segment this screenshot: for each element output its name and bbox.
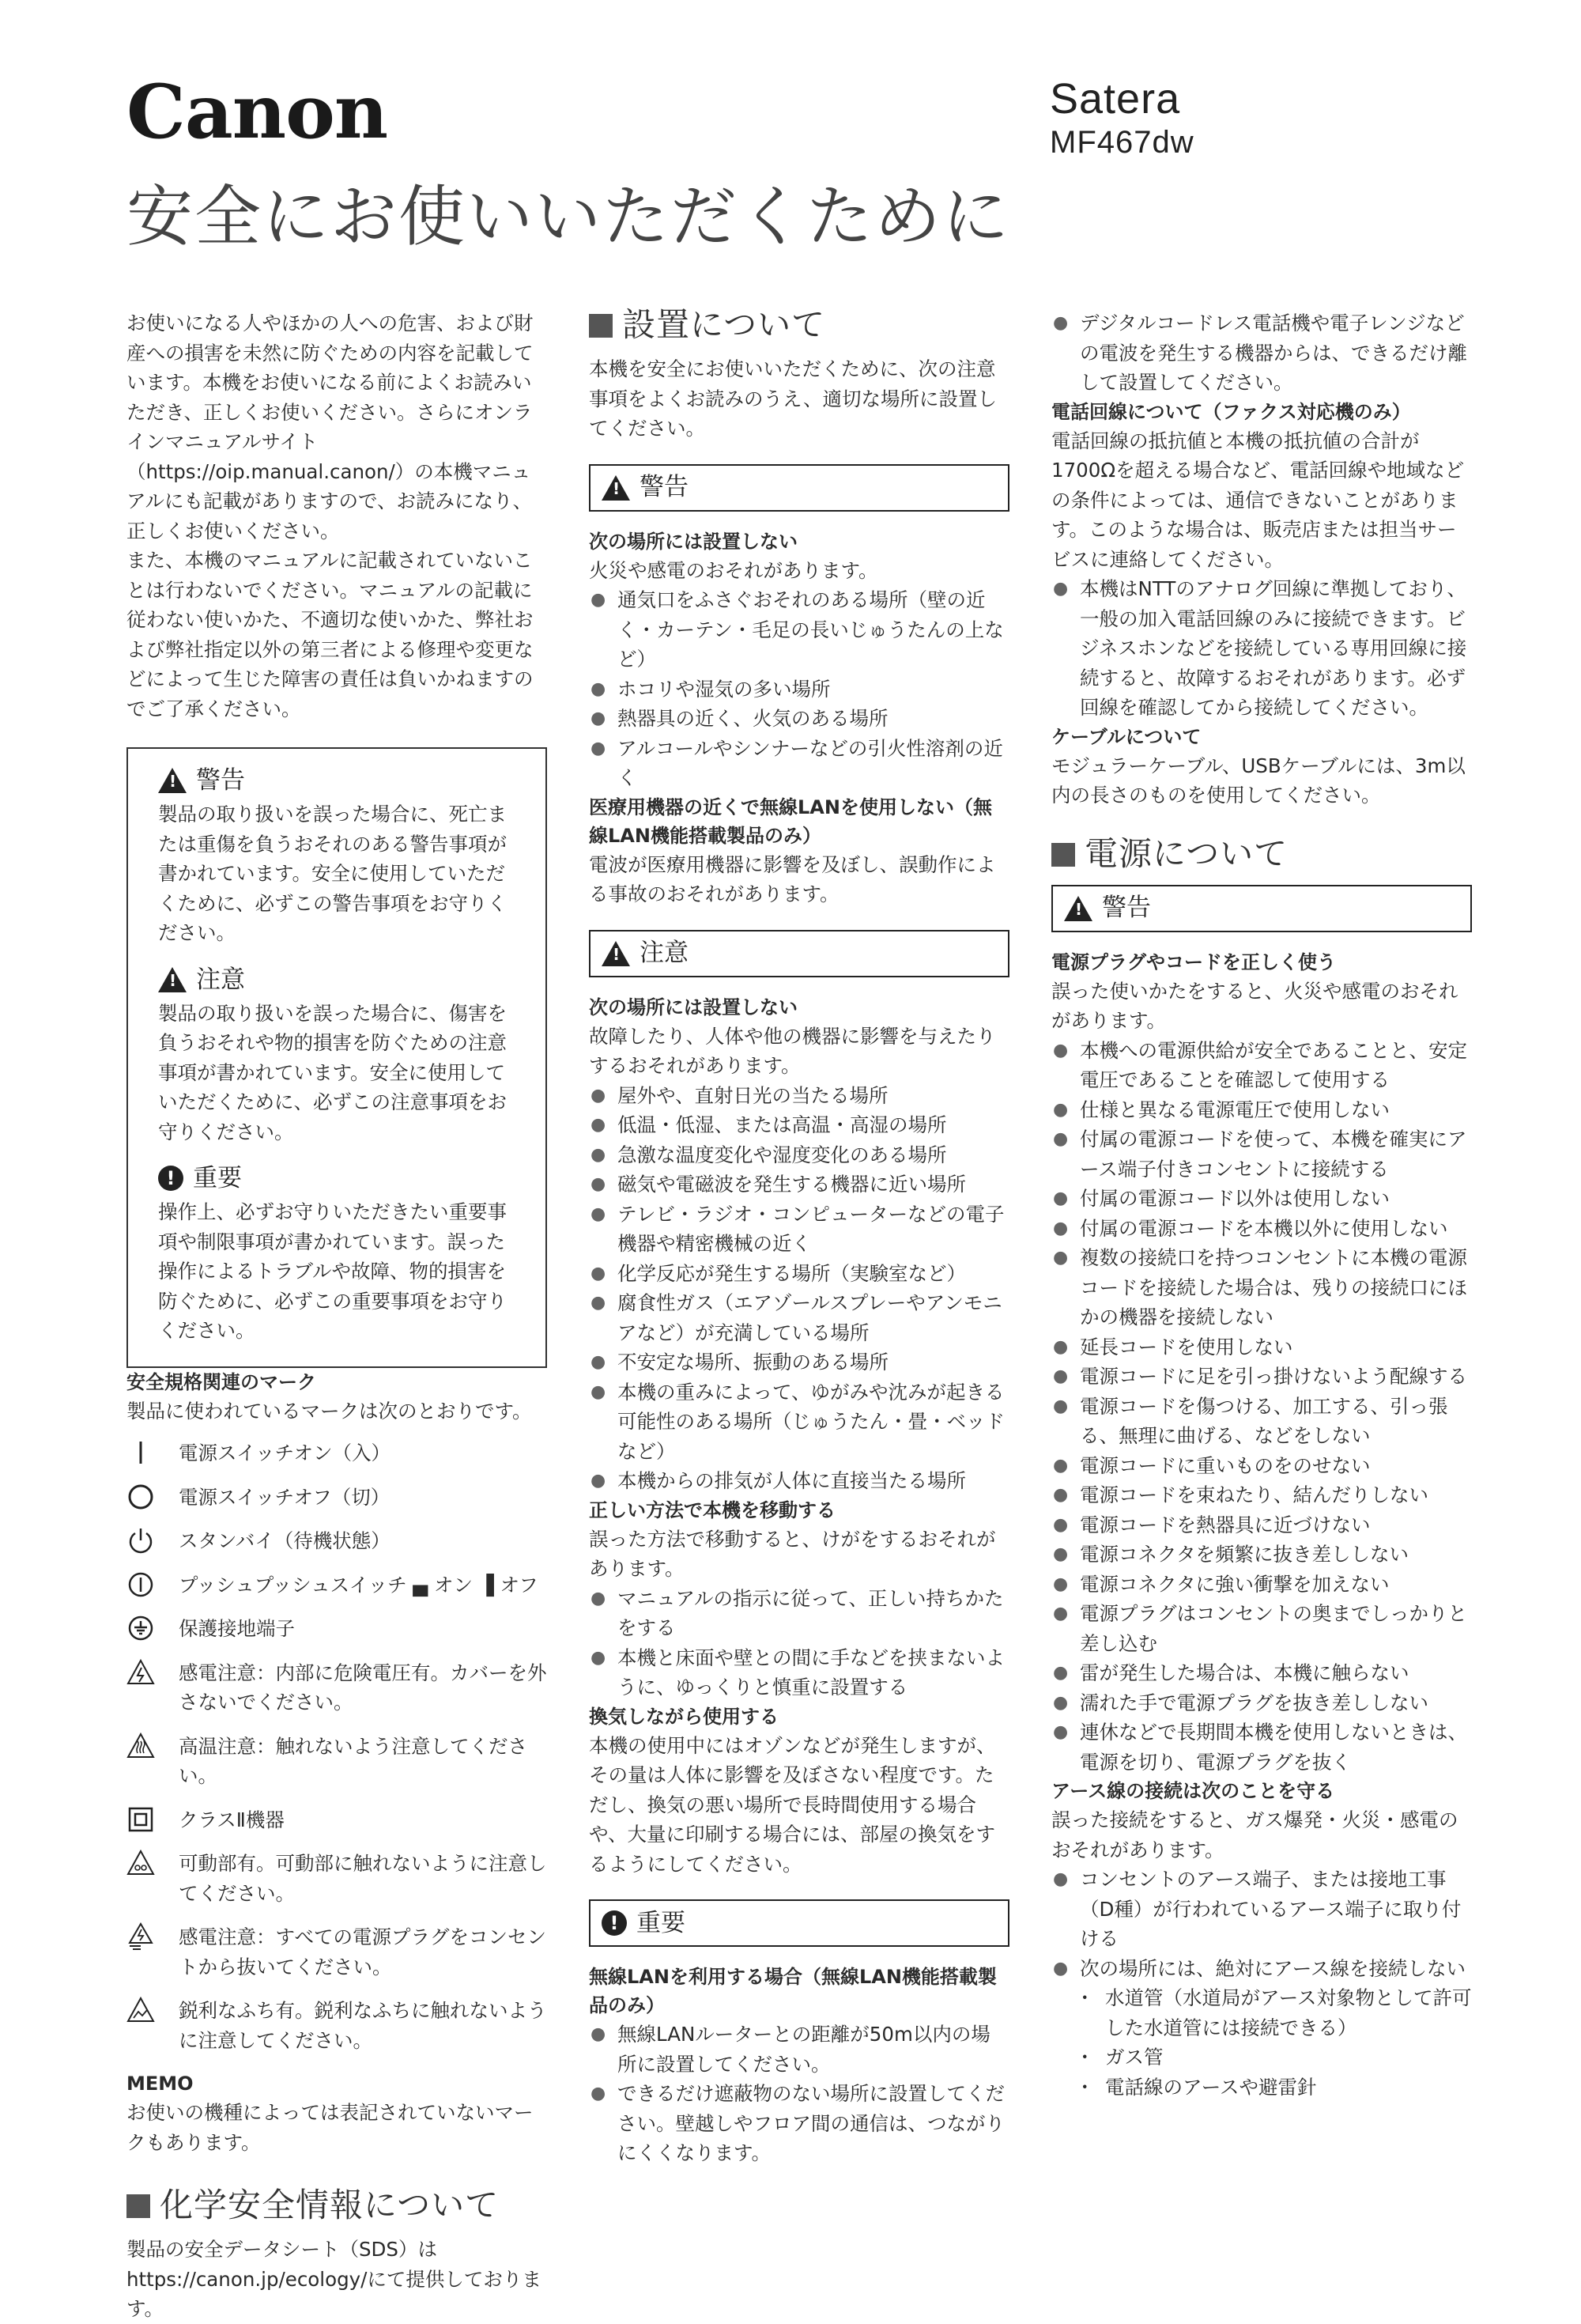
- memo-text: お使いの機種によっては表記されていないマークもあります。: [126, 2101, 534, 2154]
- mark-row: [126, 1570, 547, 1600]
- important-icon: !: [158, 1166, 183, 1191]
- cable-heading: ケーブルについて: [1051, 725, 1202, 748]
- mark-label: 電源スイッチオン（入）: [179, 1442, 391, 1464]
- symbol-legend-box: [126, 747, 547, 1368]
- mark-row: [126, 1483, 547, 1513]
- warning-2-heading: 医療用機器の近くで無線LANを使用しない（無線LAN機能搭載製品のみ）: [589, 795, 992, 847]
- list-item: ● 急激な温度変化や湿度変化のある場所: [589, 1140, 1009, 1170]
- list-item: ● 本機からの排気が人体に直接当たる場所: [589, 1466, 1009, 1496]
- caution-2-text: 誤った方法で移動すると、けがをするおそれがあります。: [589, 1527, 996, 1581]
- telephone-line-text: 電話回線の抵抗値と本機の抵抗値の合計が1700Ωを超える場合など、電話回線や地域などの条件によっては、通信できないことがあります。このような場合は、販売店または担当サービスに連絡してください。: [1051, 429, 1465, 571]
- legend-important-label: 重要: [193, 1164, 242, 1192]
- mark-row: [126, 1805, 547, 1835]
- intro-paragraph-1: お使いになる人やほかの人への危害、および財産への損害を未然に防ぐための内容を記載しています。本機をお使いになる前によくお読みいただき、正しくお使いください。さらにオンラインマニュアルサイト（https://oip.manual.canon/）の本機マニュアルにも記載がありますので、お読みになり、正しくお使いください。: [126, 312, 534, 542]
- important-icon: !: [602, 1910, 627, 1936]
- electric-shock-icon: [126, 1658, 163, 1687]
- sharp-edge-icon: [126, 1996, 163, 2024]
- warning-banner-label: 警告: [1102, 894, 1151, 923]
- mark-label: 可動部有。可動部に触れないように注意してください。: [179, 1852, 547, 1905]
- power-1-text: 誤った使いかたをすると、火災や感電のおそれがあります。: [1051, 979, 1458, 1033]
- power-title: 電源について: [1085, 833, 1289, 873]
- list-item: ● 無線LANルーターとの距離が50m以内の場所に設置してください。: [589, 2020, 1009, 2079]
- column-3: [1051, 308, 1472, 2102]
- list-item: ● 雷が発生した場合は、本機に触らない: [1051, 1658, 1472, 1688]
- list-item: ● 本機と床面や壁との間に手などを挟まないように、ゆっくりと慎重に設置する: [589, 1643, 1009, 1702]
- list-item: ● コンセントのアース端子、または接地工事（D種）が行われているアース端子に取り付ける: [1051, 1865, 1472, 1954]
- warning-icon: [158, 768, 187, 793]
- list-item: ● 本機への電源供給が安全であることと、安定電圧であることを確認して使用する: [1051, 1036, 1472, 1095]
- warning-icon: [1064, 896, 1092, 921]
- list-item: ● 腐食性ガス（エアゾールスプレーやアンモニアなど）が充満している場所: [589, 1288, 1009, 1347]
- marks-intro: 製品に使われているマークは次のとおりです。: [126, 1399, 532, 1423]
- mark-label: 感電注意：すべての電源プラグをコンセントから抜いてください。: [179, 1925, 547, 1978]
- list-item: ● 電源コネクタに強い衝撃を加えない: [1051, 1570, 1472, 1600]
- memo-heading: MEMO: [126, 2073, 194, 2095]
- list-item: ● 電源コードを傷つける、加工する、引っ張る、無理に曲げる、などをしない: [1051, 1392, 1472, 1451]
- cable-text: モジュラーケーブル、USBケーブルには、3m以内の長さのものを使用してください。: [1051, 754, 1466, 807]
- square-bullet-icon: [589, 314, 613, 338]
- list-item: ● マニュアルの指示に従って、正しい持ちかたをする: [589, 1584, 1009, 1643]
- model-name: MF467dw: [1050, 125, 1194, 160]
- mark-label: クラスⅡ機器: [179, 1808, 285, 1831]
- list-item: ● テレビ・ラジオ・コンピューターなどの電子機器や精密機械の近く: [589, 1200, 1009, 1259]
- page-title: 安全にお使いいただくために: [126, 178, 1011, 255]
- sub-list-item: ・ 水道管（水道局がアース対象物として許可した水道管には接続できる）: [1051, 1983, 1472, 2042]
- mark-row: [126, 1849, 547, 1908]
- list-item: ● 本機はNTTのアナログ回線に準拠しており、一般の加入電話回線のみに接続できます。ビジネスホンなどを接続している専用回線に接続すると、故障するおそれがあります。必ず回線を確認してから接続してください。: [1051, 574, 1472, 723]
- list-item: ● 付属の電源コードを使って、本機を確実にアース端子付きコンセントに接続する: [1051, 1124, 1472, 1184]
- standby-icon: [126, 1526, 163, 1555]
- brand-name: Satera: [1050, 75, 1181, 123]
- list-item: ● 延長コードを使用しない: [1051, 1332, 1472, 1362]
- list-item: ● 熱器具の近く、火気のある場所: [589, 704, 1009, 734]
- mark-row: [126, 1614, 547, 1644]
- protective-earth-icon: [126, 1614, 163, 1642]
- caution-2-heading: 正しい方法で本機を移動する: [589, 1498, 836, 1521]
- list-item: ● 磁気や電磁波を発生する機器に近い場所: [589, 1170, 1009, 1200]
- caution-3-text: 本機の使用中にはオゾンなどが発生しますが、その量は人体に影響を及ぼさない程度です。ただし、換気の悪い場所で長時間使用する場合や、大量に印刷する場合には、部屋の換気をするようにしてください。: [589, 1733, 996, 1876]
- power-heading: [1051, 834, 1472, 874]
- list-item: ● 仕様と異なる電源電圧で使用しない: [1051, 1095, 1472, 1125]
- warning-banner-label: 警告: [640, 473, 689, 502]
- caution-icon: [158, 967, 187, 992]
- class-2-icon: [126, 1805, 163, 1834]
- power-off-icon: [126, 1483, 163, 1511]
- unplug-icon: [126, 1922, 163, 1951]
- list-item: ● 濡れた手で電源プラグを抜き差ししない: [1051, 1688, 1472, 1718]
- legend-caution-text: 製品の取り扱いを誤った場合に、傷害を負うおそれや物的損害を防ぐための注意事項が書かれています。安全に使用していただくために、必ずこの注意事項をお守りください。: [158, 1001, 507, 1143]
- mark-label: 鋭利なふち有。鋭利なふちに触れないように注意してください。: [179, 1999, 547, 2052]
- list-item: ● 複数の接続口を持つコンセントに本機の電源コードを接続した場合は、残りの接続口にほかの機器を接続しない: [1051, 1243, 1472, 1332]
- marks-heading: 安全規格関連のマーク: [126, 1370, 316, 1393]
- list-item: ● デジタルコードレス電話機や電子レンジなどの電波を発生する機器からは、できるだけ離して設置してください。: [1051, 308, 1472, 398]
- intro-paragraph-2: また、本機のマニュアルに記載されていないことは行わないでください。マニュアルの記載に従わない使いかた、不適切な使いかた、弊社および弊社指定以外の第三者による修理や変更などによって生じた障害の責任は負いかねますのでご了承ください。: [126, 549, 534, 720]
- hot-surface-icon: [126, 1732, 163, 1760]
- caution-icon: [602, 941, 630, 966]
- canon-logo: Canon: [126, 69, 388, 156]
- warning-icon: [602, 475, 630, 501]
- mark-label: 感電注意：内部に危険電圧有。カバーを外さないでください。: [179, 1661, 547, 1714]
- legend-warning-label: 警告: [196, 766, 245, 795]
- legend-important: [158, 1161, 515, 1346]
- list-item: ● 付属の電源コード以外は使用しない: [1051, 1184, 1472, 1214]
- chemical-safety-text: 製品の安全データシート（SDS）はhttps://canon.jp/ecology/にて提供しております。: [126, 2238, 541, 2321]
- warning-1-heading: 次の場所には設置しない: [589, 530, 798, 553]
- caution-banner: [589, 930, 1009, 977]
- list-item: ● 低温・低湿、または高温・高湿の場所: [589, 1110, 1009, 1140]
- list-item: ● できるだけ遮蔽物のない場所に設置してください。壁越しやフロア間の通信は、つながりにくくなります。: [589, 2079, 1009, 2168]
- chemical-safety-heading: [126, 2186, 547, 2225]
- mark-row: [126, 1996, 547, 2055]
- mark-row: [126, 1732, 547, 1791]
- list-item: ● アルコールやシンナーなどの引火性溶剤の近く: [589, 734, 1009, 793]
- list-item: ● 不安定な場所、振動のある場所: [589, 1347, 1009, 1377]
- list-item: ● 次の場所には、絶対にアース線を接続しない: [1051, 1954, 1472, 1984]
- warning-banner: [1051, 885, 1472, 932]
- list-item: ● 電源コネクタを頻繁に抜き差ししない: [1051, 1540, 1472, 1570]
- mark-row: [126, 1438, 547, 1468]
- legend-warning: [158, 763, 515, 948]
- list-item: ● 連休などで長期間本機を使用しないときは、電源を切り、電源プラグを抜く: [1051, 1717, 1472, 1777]
- list-item: ● 通気口をふさぐおそれのある場所（壁の近く・カーテン・毛足の長いじゅうたんの上など）: [589, 585, 1009, 675]
- important-1-heading: 無線LANを利用する場合（無線LAN機能搭載製品のみ）: [589, 1966, 997, 2017]
- installation-title: 設置について: [622, 305, 826, 344]
- warning-2-text: 電波が医療用機器に影響を及ぼし、誤動作による事故のおそれがあります。: [589, 852, 996, 906]
- square-bullet-icon: [126, 2194, 150, 2218]
- mark-label: 高温注意：触れないよう注意してください。: [179, 1734, 527, 1787]
- moving-parts-icon: [126, 1849, 163, 1877]
- column-1: [126, 308, 547, 2324]
- caution-1-text: 故障したり、人体や他の機器に影響を与えたりするおそれがあります。: [589, 1024, 996, 1078]
- legend-warning-text: 製品の取り扱いを誤った場合に、死亡または重傷を負うおそれのある警告事項が書かれています。安全に使用していただくために、必ずこの警告事項をお守りください。: [158, 803, 507, 944]
- mark-row: [126, 1526, 547, 1556]
- square-bullet-icon: [1051, 843, 1075, 867]
- mark-label: スタンバイ（待機状態）: [179, 1529, 391, 1552]
- sub-list-item: ・ ガス管: [1051, 2042, 1472, 2073]
- list-item: ● 電源コードを束ねたり、結んだりしない: [1051, 1480, 1472, 1510]
- list-item: ● 電源プラグはコンセントの奥までしっかりと差し込む: [1051, 1599, 1472, 1658]
- installation-heading: [589, 305, 1009, 345]
- chemical-safety-title: 化学安全情報について: [160, 2186, 500, 2224]
- warning-1-text: 火災や感電のおそれがあります。: [589, 558, 878, 582]
- list-item: ● ホコリや湿気の多い場所: [589, 675, 1009, 705]
- warning-banner: [589, 464, 1009, 512]
- list-item: ● 電源コードに足を引っ掛けないよう配線する: [1051, 1362, 1472, 1392]
- legend-caution-label: 注意: [196, 965, 245, 994]
- mark-row: [126, 1658, 547, 1717]
- power-2-text: 誤った接続をすると、ガス爆発・火災・感電のおそれがあります。: [1051, 1808, 1458, 1861]
- installation-intro: 本機を安全にお使いいただくために、次の注意事項をよくお読みのうえ、適切な場所に設置してください。: [589, 357, 997, 440]
- important-banner-label: 重要: [636, 1908, 685, 1937]
- power-2-heading: アース線の接続は次のことを守る: [1051, 1780, 1335, 1803]
- caution-3-heading: 換気しながら使用する: [589, 1705, 779, 1728]
- list-item: ● 電源コードを熱器具に近づけない: [1051, 1510, 1472, 1540]
- power-1-heading: 電源プラグやコードを正しく使う: [1051, 950, 1336, 973]
- mark-label: 保護接地端子: [179, 1617, 295, 1640]
- mark-label: 電源スイッチオフ（切）: [179, 1485, 391, 1509]
- list-item: ● 化学反応が発生する場所（実験室など）: [589, 1259, 1009, 1289]
- important-banner: [589, 1899, 1009, 1947]
- legend-caution: [158, 962, 515, 1147]
- list-item: ● 屋外や、直射日光の当たる場所: [589, 1081, 1009, 1111]
- list-item: ● 本機の重みによって、ゆがみや沈みが起きる可能性のある場所（じゅうたん・畳・ベッドなど）: [589, 1377, 1009, 1467]
- mark-label: プッシュプッシュスイッチ ▄ オン ▐ オフ: [179, 1573, 538, 1597]
- column-2: [589, 305, 1009, 2168]
- push-push-switch-icon: [126, 1570, 163, 1599]
- telephone-line-heading: 電話回線について（ファクス対応機のみ）: [1051, 400, 1411, 423]
- list-item: ● 付属の電源コードを本機以外に使用しない: [1051, 1214, 1472, 1244]
- mark-row: [126, 1922, 547, 1982]
- legend-important-text: 操作上、必ずお守りいただきたい重要事項や制限事項が書かれています。誤った操作によるトラブルや故障、物的損害を防ぐために、必ずこの重要事項をお守りください。: [158, 1200, 507, 1342]
- list-item: ● 電源コードに重いものをのせない: [1051, 1451, 1472, 1481]
- sub-list-item: ・ 電話線のアースや避雷針: [1051, 2073, 1472, 2103]
- caution-banner-label: 注意: [640, 939, 689, 968]
- caution-1-heading: 次の場所には設置しない: [589, 996, 798, 1018]
- power-on-icon: [126, 1438, 163, 1467]
